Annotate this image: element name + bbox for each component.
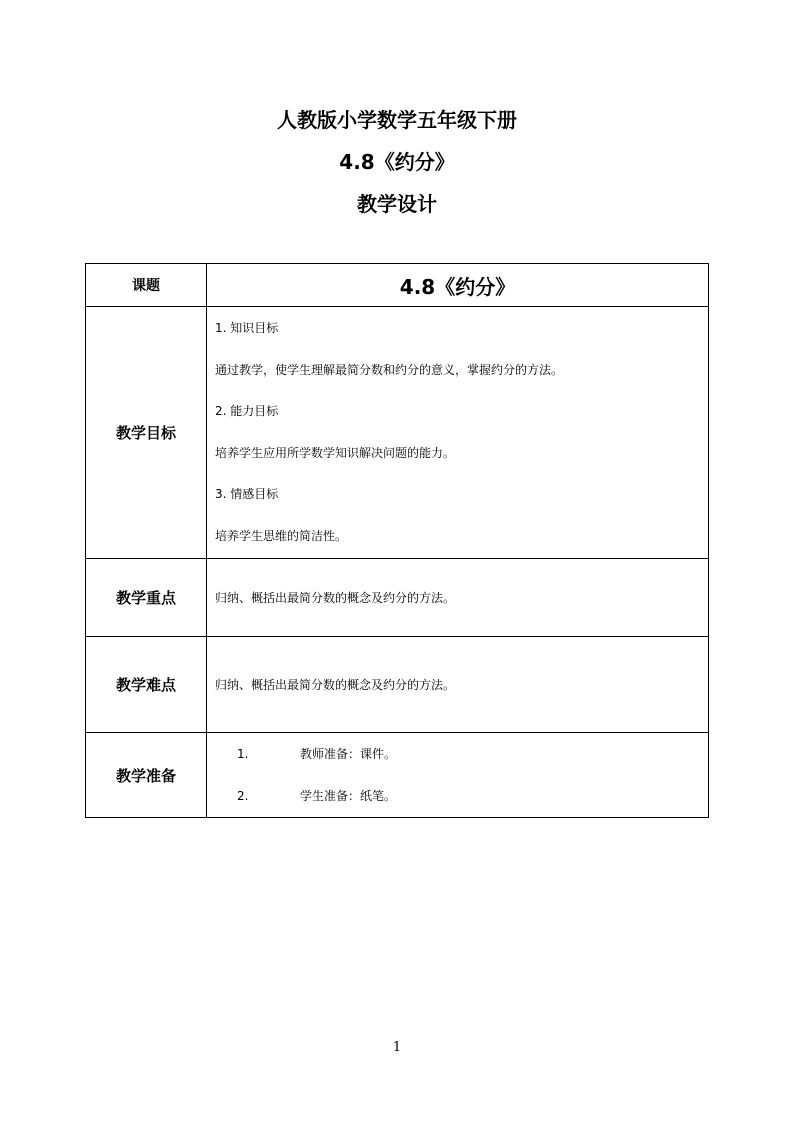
preparation-row bbox=[86, 733, 709, 818]
preparation-item-number: 1. bbox=[237, 747, 249, 761]
objectives-label: 教学目标 bbox=[86, 307, 207, 559]
key-points-row bbox=[86, 559, 709, 637]
title-line-2: 4.8《约分》 bbox=[339, 150, 455, 174]
lesson-plan-table bbox=[85, 263, 709, 818]
objectives-row bbox=[86, 307, 709, 559]
key-points-label: 教学重点 bbox=[86, 559, 207, 637]
document-title bbox=[0, 104, 794, 230]
difficulties-label: 教学难点 bbox=[86, 637, 207, 733]
preparation-item-number: 2. bbox=[237, 789, 249, 803]
objective-line: 3. 情感目标 bbox=[215, 487, 279, 501]
preparation-label: 教学准备 bbox=[86, 733, 207, 818]
preparation-item-text: 学生准备：纸笔。 bbox=[300, 789, 397, 803]
topic-row bbox=[86, 264, 709, 307]
objectives-content bbox=[207, 307, 709, 559]
objective-line: 培养学生应用所学数学知识解决问题的能力。 bbox=[215, 445, 456, 460]
preparation-item bbox=[207, 733, 708, 775]
key-points-text: 归纳、概括出最简分数的概念及约分的方法。 bbox=[207, 559, 709, 637]
page-number: 1 bbox=[392, 1040, 402, 1055]
difficulties-row bbox=[86, 637, 709, 733]
topic-value: 4.8《约分》 bbox=[207, 264, 709, 307]
topic-label: 课题 bbox=[86, 264, 207, 307]
objective-line: 1. 知识目标 bbox=[215, 321, 279, 335]
difficulties-text: 归纳、概括出最简分数的概念及约分的方法。 bbox=[207, 637, 709, 733]
objective-line: 2. 能力目标 bbox=[215, 404, 279, 418]
objective-line: 通过教学，使学生理解最简分数和约分的意义，掌握约分的方法。 bbox=[215, 362, 564, 377]
objective-line: 培养学生思维的简洁性。 bbox=[215, 528, 348, 543]
preparation-content bbox=[207, 733, 709, 818]
preparation-item-text: 教师准备：课件。 bbox=[300, 747, 397, 761]
title-line-1: 人教版小学数学五年级下册 bbox=[277, 108, 517, 132]
title-line-3: 教学设计 bbox=[357, 192, 437, 216]
preparation-item bbox=[207, 775, 708, 817]
